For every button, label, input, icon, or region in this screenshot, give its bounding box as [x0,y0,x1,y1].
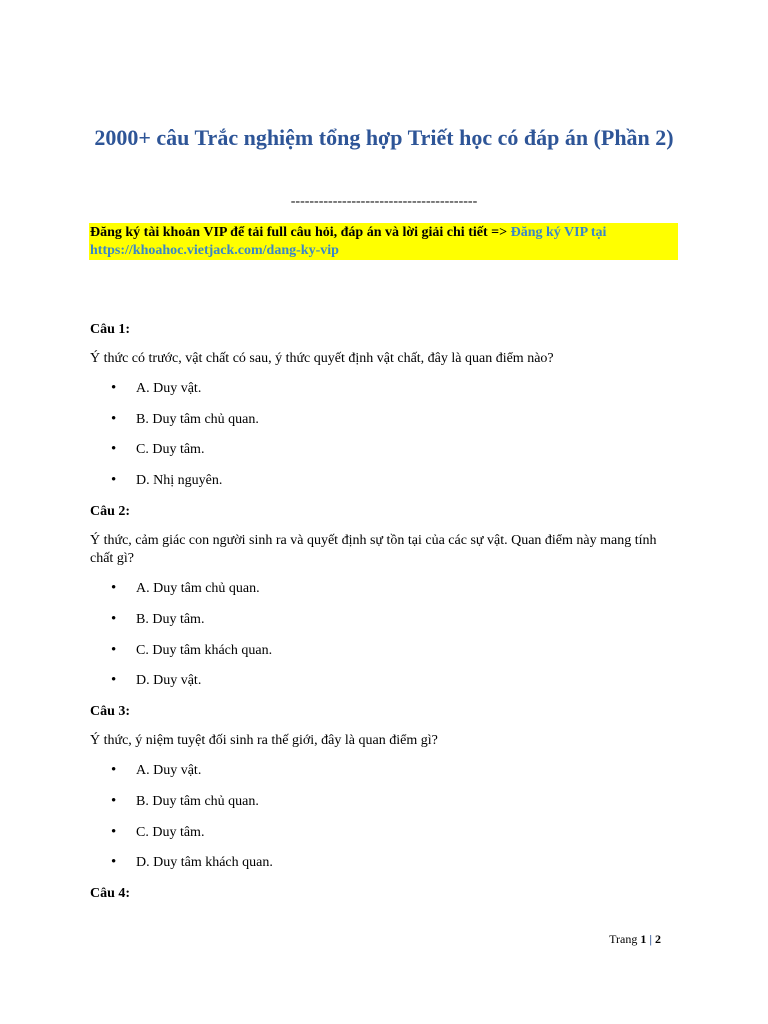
question-1-option-d [111,472,222,489]
question-2-option-c [111,642,272,659]
question-2-option-d [111,672,201,689]
question-3-option-c [111,824,204,841]
bullet-icon: • [111,380,117,396]
bullet-icon: • [111,611,117,627]
bullet-icon: • [111,642,117,658]
question-3-label: Câu 3: [90,704,131,719]
bullet-icon: • [111,472,117,488]
bullet-icon: • [111,441,117,457]
separator-line: ---------------------------------------- [290,194,478,209]
question-1-option-a [111,380,201,397]
question-2-text: Ý thức, cảm giác con người sinh ra và quyết định sự tồn tại của các sự vật. Quan điểm này mang tính chất gì? [90,533,657,566]
bullet-icon: • [111,854,117,870]
bullet-icon: • [111,411,117,427]
option-text: D. Duy tâm khách quan. [136,855,273,870]
question-3-option-a [111,762,201,779]
bullet-icon: • [111,580,117,596]
option-text: D. Nhị nguyên. [136,473,223,488]
vip-banner [89,223,678,260]
document-title: 2000+ câu Trắc nghiệm tổng hợp Triết học có đáp án (Phần 2) [94,125,674,150]
vip-register-link[interactable]: Đăng ký VIP tại https://khoahoc.vietjack.com/dang-ky-vip [90,225,607,258]
question-1-label: Câu 1: [90,322,131,337]
option-text: B. Duy tâm. [136,612,205,627]
question-1-option-b [111,411,259,428]
question-2-option-a [111,580,260,597]
question-3-option-d [111,854,273,871]
bullet-icon: • [111,793,117,809]
option-text: A. Duy vật. [136,381,202,396]
bullet-icon: • [111,824,117,840]
option-text: B. Duy tâm chủ quan. [136,412,259,427]
question-3-option-b [111,793,259,810]
option-text: C. Duy tâm. [136,442,205,457]
page-footer [609,932,661,946]
option-text: C. Duy tâm. [136,825,205,840]
question-2-option-b [111,611,204,628]
bullet-icon: • [111,762,117,778]
question-4-label: Câu 4: [90,886,131,901]
option-text: C. Duy tâm khách quan. [136,643,273,658]
question-1-option-c [111,441,204,458]
footer-page-total: 2 [655,932,661,946]
question-2-label: Câu 2: [90,504,131,519]
footer-prefix: Trang [609,932,641,946]
option-text: A. Duy vật. [136,763,202,778]
question-3-text: Ý thức, ý niệm tuyệt đối sinh ra thế giới, đây là quan điểm gì? [90,733,438,748]
footer-separator: | [646,932,655,946]
option-text: D. Duy vật. [136,673,202,688]
vip-banner-text: Đăng ký tài khoản VIP để tải full câu hỏi, đáp án và lời giải chi tiết => [90,225,511,240]
question-1-text: Ý thức có trước, vật chất có sau, ý thức quyết định vật chất, đây là quan điểm nào? [90,351,554,366]
option-text: A. Duy tâm chủ quan. [136,581,260,596]
bullet-icon: • [111,672,117,688]
footer-page-number: 1 [640,932,647,946]
option-text: B. Duy tâm chủ quan. [136,794,259,809]
